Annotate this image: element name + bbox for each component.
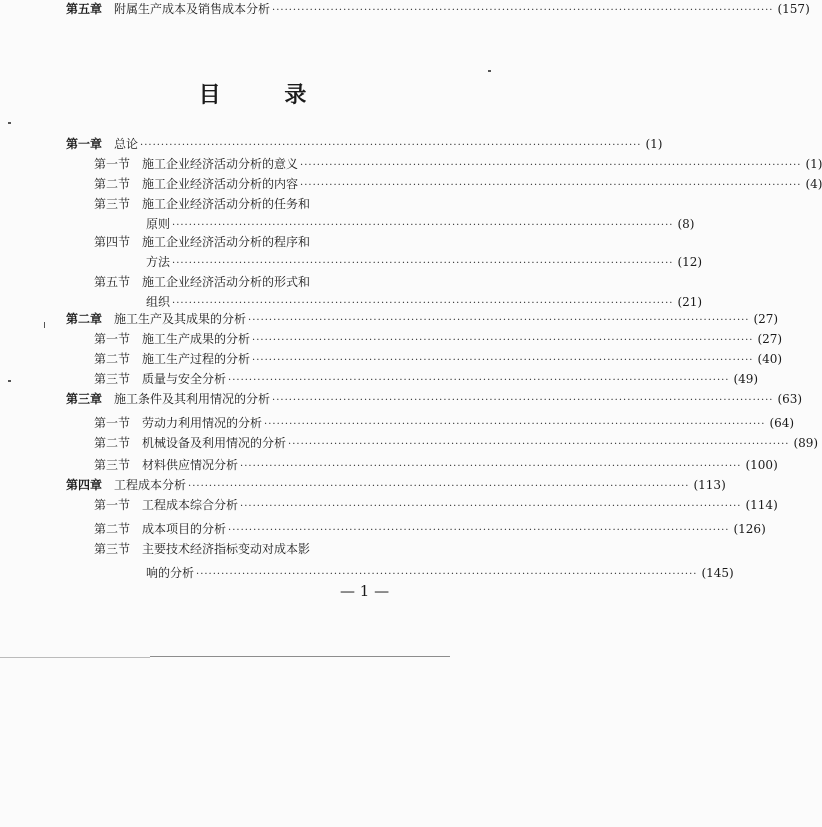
section-number: 第三节 bbox=[94, 372, 131, 386]
section-title: 成本项目的分析 bbox=[142, 522, 227, 536]
page-number: — 1 — bbox=[340, 582, 390, 600]
chapter-number: 第一章 bbox=[66, 137, 103, 151]
page-reference: (64) bbox=[769, 416, 795, 430]
section-title: 主要技术经济指标变动对成本影 bbox=[142, 542, 311, 556]
leader-dots: ························································································································ bbox=[300, 160, 802, 171]
chapter-title: 施工条件及其利用情况的分析 bbox=[114, 392, 271, 406]
scan-rule bbox=[0, 657, 150, 658]
page-reference: (114) bbox=[745, 498, 778, 512]
leader-dots: ························································································································ bbox=[228, 525, 730, 536]
section-title: 质量与安全分析 bbox=[142, 372, 227, 386]
toc-section-row bbox=[94, 155, 822, 175]
toc-section-row bbox=[94, 456, 778, 476]
leader-dots: ························································································································ bbox=[196, 569, 698, 580]
chapter-title: 总论 bbox=[114, 137, 139, 151]
scan-speck bbox=[8, 122, 11, 124]
section-title: 施工生产成果的分析 bbox=[142, 332, 251, 346]
section-title-continued: 方法 bbox=[146, 255, 171, 269]
section-title: 施工企业经济活动分析的程序和 bbox=[142, 235, 311, 249]
section-number: 第二节 bbox=[94, 436, 131, 450]
toc-section-row bbox=[94, 350, 783, 370]
section-number: 第一节 bbox=[94, 498, 131, 512]
page-reference: (63) bbox=[777, 392, 803, 406]
toc-section-row bbox=[94, 520, 766, 540]
page-reference: (157) bbox=[777, 2, 810, 16]
toc-continuation-row bbox=[146, 253, 703, 273]
leader-dots: ························································································································ bbox=[272, 395, 774, 406]
toc-section-row bbox=[94, 233, 404, 253]
section-title-continued: 原则 bbox=[146, 217, 171, 231]
leader-dots: ························································································································ bbox=[248, 315, 750, 326]
chapter-title: 附属生产成本及销售成本分析 bbox=[114, 2, 271, 16]
toc-section-row bbox=[94, 273, 404, 293]
page-reference: (113) bbox=[693, 478, 726, 492]
page-reference: (100) bbox=[745, 458, 778, 472]
leader-dots: ························································································································ bbox=[172, 220, 674, 231]
page-reference: (89) bbox=[793, 436, 819, 450]
leader-dots: ························································································································ bbox=[228, 375, 730, 386]
section-number: 第二节 bbox=[94, 177, 131, 191]
leader-dots: ························································································································ bbox=[252, 355, 754, 366]
page-title: 目 录 bbox=[198, 82, 335, 108]
section-title: 施工企业经济活动分析的内容 bbox=[142, 177, 299, 191]
section-number: 第一节 bbox=[94, 157, 131, 171]
leader-dots: ························································································································ bbox=[188, 481, 690, 492]
leader-dots: ························································································································ bbox=[172, 298, 674, 309]
toc-chapter-row bbox=[66, 390, 803, 410]
section-title: 施工生产过程的分析 bbox=[142, 352, 251, 366]
page-reference: (49) bbox=[733, 372, 759, 386]
page-reference: (4) bbox=[805, 177, 822, 191]
toc-chapter-row bbox=[66, 0, 810, 20]
page-reference: (40) bbox=[757, 352, 783, 366]
toc-continuation-row bbox=[146, 564, 734, 584]
chapter-title: 施工生产及其成果的分析 bbox=[114, 312, 247, 326]
chapter-number: 第四章 bbox=[66, 478, 103, 492]
leader-dots: ························································································································ bbox=[252, 335, 754, 346]
toc-section-row bbox=[94, 175, 822, 195]
leader-dots: ························································································································ bbox=[272, 5, 774, 16]
toc-section-row bbox=[94, 434, 819, 454]
leader-dots: ························································································································ bbox=[300, 180, 802, 191]
section-title-continued: 响的分析 bbox=[146, 566, 195, 580]
chapter-number: 第五章 bbox=[66, 2, 103, 16]
scan-speck bbox=[8, 380, 11, 382]
leader-dots: ························································································································ bbox=[172, 258, 674, 269]
section-number: 第三节 bbox=[94, 458, 131, 472]
page-reference: (27) bbox=[757, 332, 783, 346]
page-reference: (1) bbox=[645, 137, 663, 151]
leader-dots: ························································································································ bbox=[240, 501, 742, 512]
page-reference: (8) bbox=[677, 217, 695, 231]
page-reference: (145) bbox=[701, 566, 734, 580]
scan-rule bbox=[150, 656, 450, 657]
scan-speck bbox=[44, 322, 45, 328]
section-title: 机械设备及利用情况的分析 bbox=[142, 436, 287, 450]
toc-continuation-row bbox=[146, 215, 695, 235]
section-number: 第二节 bbox=[94, 352, 131, 366]
section-number: 第五节 bbox=[94, 275, 131, 289]
toc-section-row bbox=[94, 414, 795, 434]
scan-speck bbox=[488, 70, 491, 72]
chapter-number: 第二章 bbox=[66, 312, 103, 326]
page-reference: (1) bbox=[805, 157, 822, 171]
section-title: 工程成本综合分析 bbox=[142, 498, 239, 512]
section-number: 第二节 bbox=[94, 522, 131, 536]
section-title: 材料供应情况分析 bbox=[142, 458, 239, 472]
leader-dots: ························································································································ bbox=[140, 140, 642, 151]
section-title: 施工企业经济活动分析的形式和 bbox=[142, 275, 311, 289]
section-number: 第三节 bbox=[94, 542, 131, 556]
section-title: 施工企业经济活动分析的任务和 bbox=[142, 197, 311, 211]
page-reference: (12) bbox=[677, 255, 703, 269]
section-title-continued: 组织 bbox=[146, 295, 171, 309]
chapter-number: 第三章 bbox=[66, 392, 103, 406]
page-reference: (27) bbox=[753, 312, 779, 326]
section-number: 第三节 bbox=[94, 197, 131, 211]
toc-section-row bbox=[94, 370, 759, 390]
chapter-title: 工程成本分析 bbox=[114, 478, 187, 492]
toc-section-row bbox=[94, 540, 404, 560]
toc-chapter-row bbox=[66, 135, 663, 155]
toc-section-row bbox=[94, 496, 778, 516]
section-title: 施工企业经济活动分析的意义 bbox=[142, 157, 299, 171]
section-number: 第一节 bbox=[94, 416, 131, 430]
page-reference: (126) bbox=[733, 522, 766, 536]
toc-section-row bbox=[94, 330, 783, 350]
toc-chapter-row bbox=[66, 476, 726, 496]
section-title: 劳动力利用情况的分析 bbox=[142, 416, 263, 430]
leader-dots: ························································································································ bbox=[288, 439, 790, 450]
toc-chapter-row bbox=[66, 310, 779, 330]
toc-section-row bbox=[94, 195, 404, 215]
leader-dots: ························································································································ bbox=[240, 461, 742, 472]
leader-dots: ························································································································ bbox=[264, 419, 766, 430]
page-reference: (21) bbox=[677, 295, 703, 309]
section-number: 第一节 bbox=[94, 332, 131, 346]
section-number: 第四节 bbox=[94, 235, 131, 249]
